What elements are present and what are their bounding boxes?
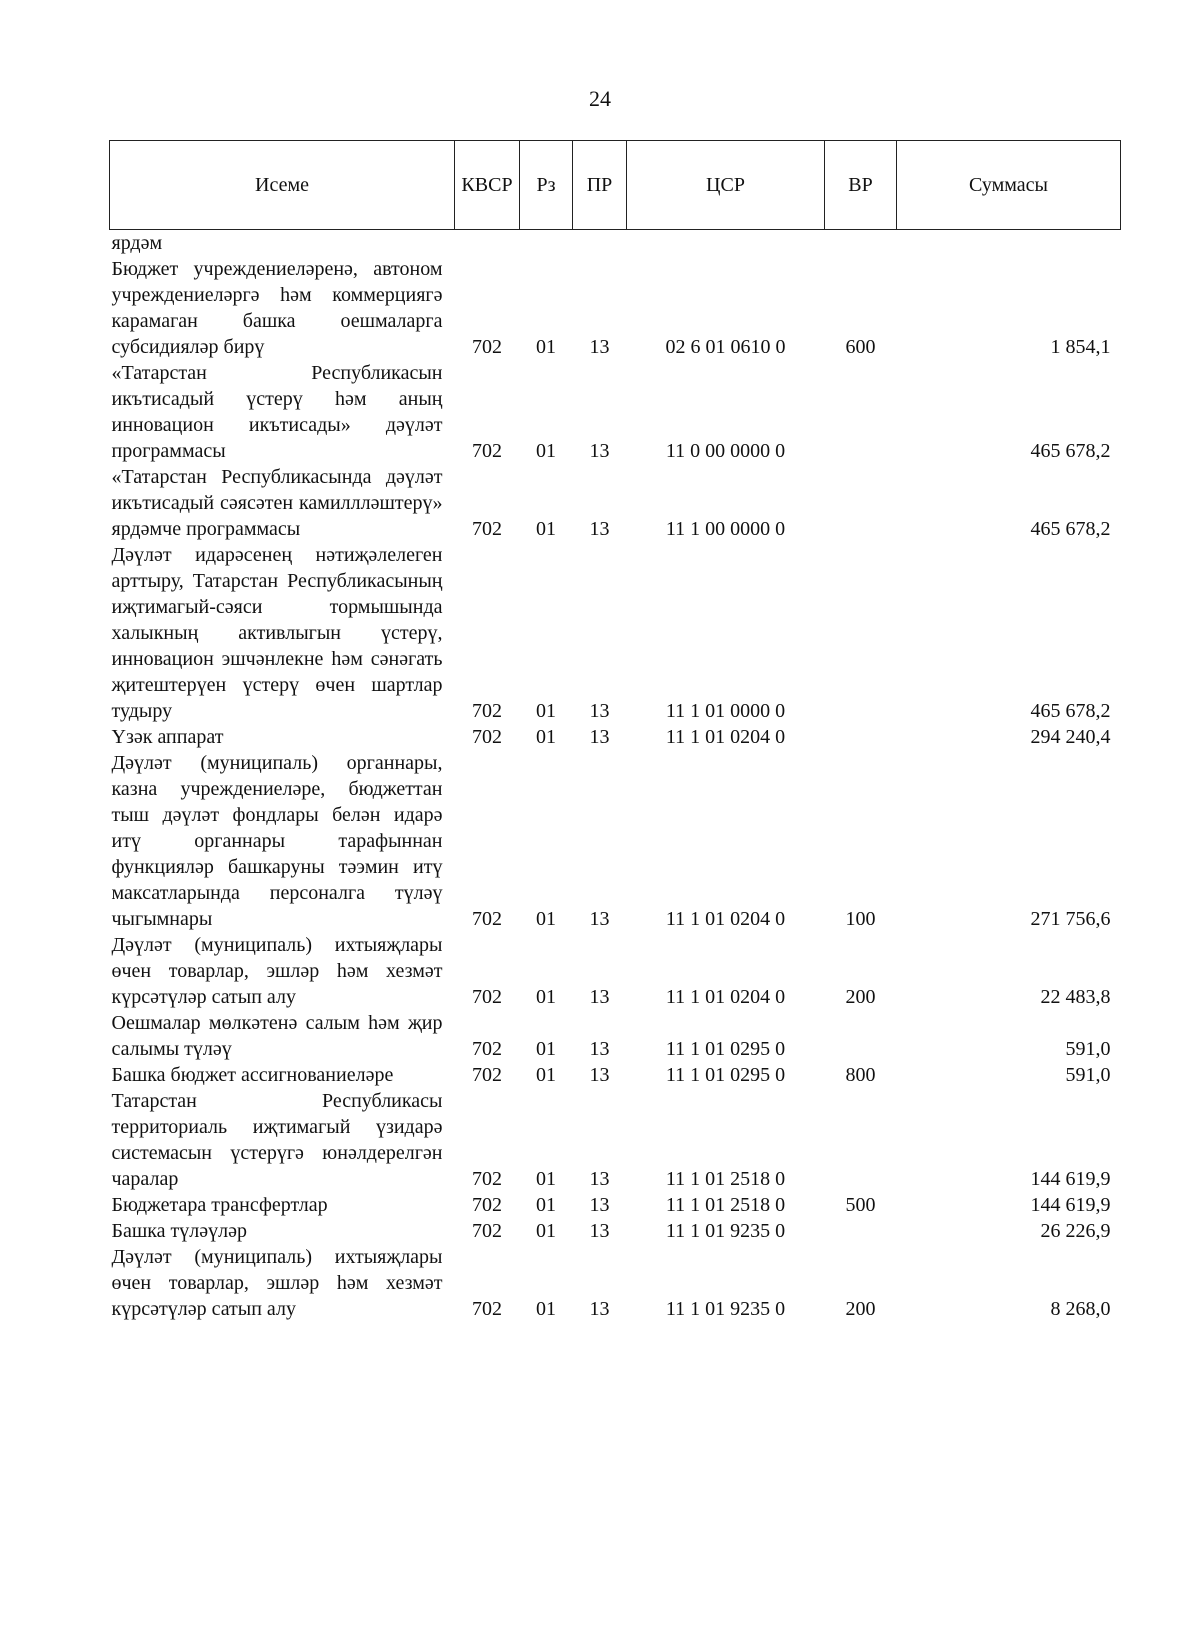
cell-csr: 11 1 01 0204 0 [665, 726, 786, 748]
cell-kvsr: 702 [472, 336, 502, 358]
table-row [110, 230, 1121, 257]
cell-rz: 01 [536, 986, 556, 1008]
header-rz: Рз [520, 141, 573, 230]
table-row [110, 1010, 1121, 1062]
table-row [110, 1244, 1121, 1322]
cell-sum: 465 678,2 [1030, 700, 1111, 722]
cell-name: Үзәк аппарат [111, 726, 224, 748]
cell-sum: 465 678,2 [1030, 440, 1111, 462]
cell-kvsr: 702 [472, 908, 502, 930]
header-kvsr: КВСР [455, 141, 520, 230]
cell-pr: 13 [589, 700, 610, 722]
cell-pr: 13 [589, 1194, 610, 1216]
cell-rz: 01 [536, 440, 556, 462]
table-row [110, 1218, 1121, 1244]
cell-pr: 13 [589, 1064, 610, 1086]
cell-sum: 144 619,9 [1030, 1194, 1111, 1216]
cell-kvsr: 702 [472, 1064, 502, 1086]
cell-pr: 13 [589, 440, 610, 462]
cell-pr: 13 [589, 1298, 610, 1320]
cell-sum: 591,0 [1065, 1038, 1111, 1060]
cell-pr: 13 [589, 518, 610, 540]
cell-rz: 01 [536, 1194, 556, 1216]
cell-vr [825, 230, 897, 257]
cell-csr: 02 6 01 0610 0 [665, 336, 786, 358]
cell-rz: 01 [536, 336, 556, 358]
cell-csr: 11 1 01 2518 0 [665, 1194, 786, 1216]
header-sum: Суммасы [897, 141, 1121, 230]
cell-kvsr: 702 [472, 440, 502, 462]
cell-pr: 13 [589, 908, 610, 930]
cell-name: Дәүләт (муниципаль) органнары, казна учреждениеләре, бюджеттан тыш дәүләт фондлары белән идарә итү органнары тарафыннан функцияләр башкаруны тәэмин итү максатларында персоналга түләү чыгымнары [111, 752, 443, 930]
table-row [110, 1192, 1121, 1218]
table-header-row [110, 141, 1121, 230]
cell-pr: 13 [589, 1038, 610, 1060]
cell-name: ярдәм [111, 232, 163, 254]
table-row [110, 360, 1121, 464]
cell-kvsr: 702 [472, 1298, 502, 1320]
cell-rz: 01 [536, 1038, 556, 1060]
cell-name: Оешмалар мөлкәтенә салым һәм җир салымы түләү [111, 1012, 443, 1060]
cell-sum: 1 854,1 [1050, 336, 1111, 358]
cell-pr: 13 [589, 986, 610, 1008]
cell-kvsr: 702 [472, 1194, 502, 1216]
cell-name: Дәүләт (муниципаль) ихтыяҗлары өчен товарлар, эшләр һәм хезмәт күрсәтүләр сатып алу [111, 1246, 443, 1320]
cell-name: Дәүләт идарәсенең нәтиҗәлелеген арттыру, Татарстан Республикасының иҗтимагый-сәяси тормышында халыкның активлыгын үстерү, инновацион эшчәнлекне һәм сәнәгать җитештерүен үстерү өчен шартлар тудыру [111, 544, 443, 722]
cell-csr: 11 1 01 0204 0 [665, 908, 786, 930]
cell-name: «Татарстан Республикасында дәүләт икътисадый сәясәтен камиллләштерү» ярдәмче программасы [111, 466, 443, 540]
cell-sum: 294 240,4 [1030, 726, 1111, 748]
cell-name: «Татарстан Республикасын икътисадый үстерү һәм аның инновацион икътисады» дәүләт программасы [111, 362, 443, 462]
cell-rz: 01 [536, 700, 556, 722]
cell-vr: 600 [845, 336, 876, 358]
table-row [110, 542, 1121, 724]
cell-sum: 144 619,9 [1030, 1168, 1111, 1190]
cell-name: Бюджет учреждениеләренә, автоном учреждениеләргә һәм коммерциягә карамаган башка оешмаларга субсидияләр бирү [111, 258, 443, 358]
cell-rz: 01 [536, 1168, 556, 1190]
cell-pr: 13 [589, 1220, 610, 1242]
table-row [110, 1088, 1121, 1192]
cell-vr [825, 724, 897, 750]
cell-vr [825, 1088, 897, 1192]
cell-vr: 100 [845, 908, 876, 930]
header-csr: ЦСР [627, 141, 825, 230]
cell-sum: 22 483,8 [1040, 986, 1111, 1008]
cell-sum: 465 678,2 [1030, 518, 1111, 540]
cell-name: Бюджетара трансфертлар [111, 1194, 328, 1216]
cell-kvsr: 702 [472, 700, 502, 722]
cell-rz: 01 [536, 726, 556, 748]
cell-csr: 11 1 01 0000 0 [665, 700, 786, 722]
cell-vr [825, 1010, 897, 1062]
cell-name: Башка бюджет ассигнованиеләре [111, 1064, 394, 1086]
cell-vr [825, 542, 897, 724]
cell-pr [573, 230, 627, 257]
cell-vr [825, 464, 897, 542]
cell-sum: 271 756,6 [1030, 908, 1111, 930]
header-pr: ПР [573, 141, 627, 230]
cell-kvsr [455, 230, 520, 257]
cell-vr: 500 [845, 1194, 876, 1216]
cell-csr [627, 230, 825, 257]
cell-kvsr: 702 [472, 1168, 502, 1190]
header-name: Исеме [110, 141, 455, 230]
cell-name: Татарстан Республикасы территориаль иҗтимагый үзидарә системасын үстерүгә юнәлдерелгән чаралар [111, 1090, 443, 1190]
table-row [110, 1062, 1121, 1088]
cell-vr: 800 [845, 1064, 876, 1086]
header-vr: ВР [825, 141, 897, 230]
cell-csr: 11 1 01 9235 0 [665, 1298, 786, 1320]
cell-rz: 01 [536, 1298, 556, 1320]
table-row [110, 464, 1121, 542]
cell-vr [825, 360, 897, 464]
cell-kvsr: 702 [472, 1038, 502, 1060]
cell-pr: 13 [589, 1168, 610, 1190]
cell-sum: 26 226,9 [1040, 1220, 1111, 1242]
cell-kvsr: 702 [472, 726, 502, 748]
cell-csr: 11 1 00 0000 0 [665, 518, 786, 540]
cell-sum: 591,0 [1065, 1064, 1111, 1086]
cell-pr: 13 [589, 336, 610, 358]
page-number: 24 [589, 86, 611, 111]
cell-pr: 13 [589, 726, 610, 748]
cell-name: Дәүләт (муниципаль) ихтыяҗлары өчен товарлар, эшләр һәм хезмәт күрсәтүләр сатып алу [111, 934, 443, 1008]
cell-sum: 8 268,0 [1050, 1298, 1111, 1320]
cell-csr: 11 0 00 0000 0 [665, 440, 786, 462]
cell-rz [520, 230, 573, 257]
cell-csr: 11 1 01 2518 0 [665, 1168, 786, 1190]
cell-kvsr: 702 [472, 1220, 502, 1242]
cell-name: Башка түләүләр [111, 1220, 248, 1242]
cell-vr [825, 1218, 897, 1244]
cell-rz: 01 [536, 908, 556, 930]
cell-rz: 01 [536, 518, 556, 540]
table-row [110, 256, 1121, 360]
table-row [110, 724, 1121, 750]
cell-sum [897, 230, 1121, 257]
cell-csr: 11 1 01 0295 0 [665, 1064, 786, 1086]
cell-kvsr: 702 [472, 518, 502, 540]
cell-kvsr: 702 [472, 986, 502, 1008]
budget-table [109, 140, 1121, 1322]
cell-rz: 01 [536, 1220, 556, 1242]
table-row [110, 750, 1121, 932]
cell-rz: 01 [536, 1064, 556, 1086]
cell-csr: 11 1 01 9235 0 [665, 1220, 786, 1242]
cell-csr: 11 1 01 0295 0 [665, 1038, 786, 1060]
table-row [110, 932, 1121, 1010]
cell-vr: 200 [845, 1298, 876, 1320]
cell-vr: 200 [845, 986, 876, 1008]
cell-csr: 11 1 01 0204 0 [665, 986, 786, 1008]
